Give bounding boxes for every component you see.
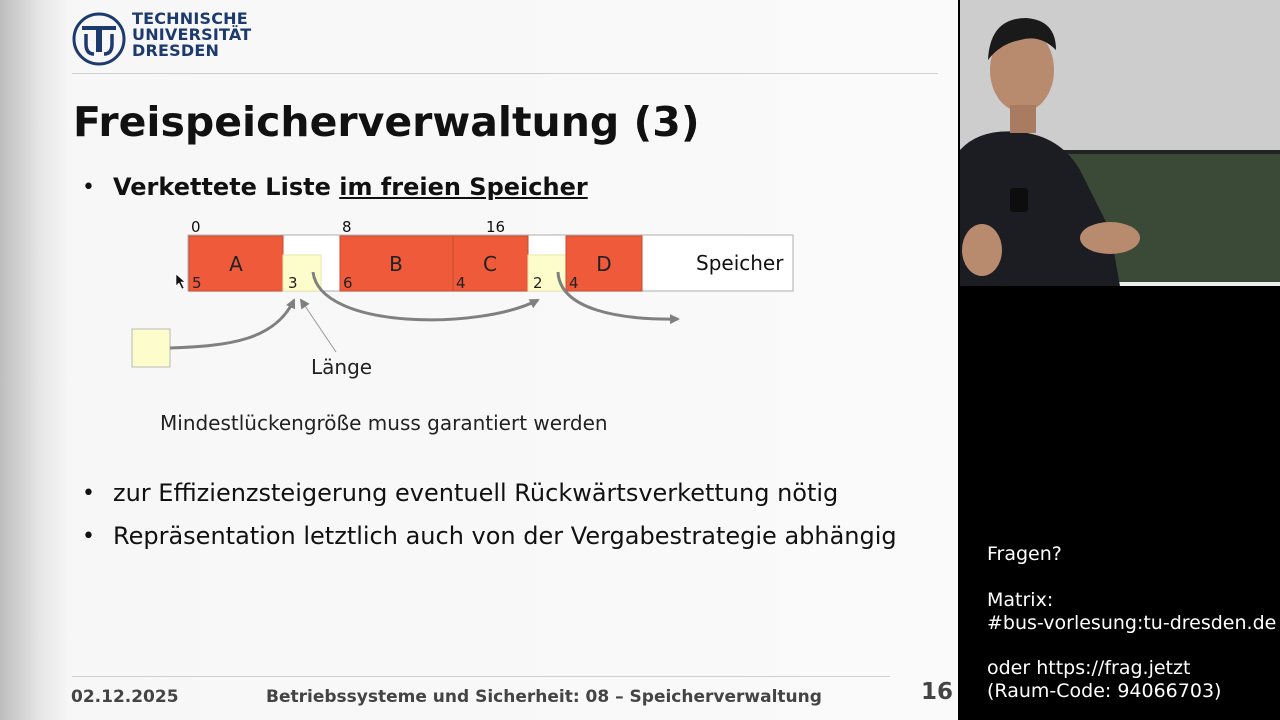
bullet-marker: • xyxy=(82,481,95,506)
sidebar-question: Fragen? xyxy=(987,543,1062,565)
sidebar-matrix-label: Matrix: xyxy=(987,589,1054,611)
free-block-1-size: 3 xyxy=(288,274,298,292)
speaker-camera-feed xyxy=(960,0,1280,286)
offset-16: 16 xyxy=(486,218,506,236)
offset-0: 0 xyxy=(191,218,201,236)
block-a-label: A xyxy=(229,252,243,276)
block-d-label: D xyxy=(596,252,612,276)
sidebar-alt-link: oder https://frag.jetzt xyxy=(987,657,1191,679)
bullet-2: zur Effizienzsteigerung eventuell Rückwärtsverkettung nötig xyxy=(113,479,839,507)
footer-divider xyxy=(72,676,890,677)
free-block-2-size: 2 xyxy=(533,274,543,292)
sidebar-matrix-room: #bus-vorlesung:tu-dresden.de xyxy=(987,612,1277,634)
block-d-size: 4 xyxy=(569,274,579,292)
block-c-label: C xyxy=(483,252,497,276)
page-number: 16 xyxy=(921,679,954,705)
list-head-box xyxy=(132,329,170,367)
bullet-marker: • xyxy=(82,175,95,200)
memory-label: Speicher xyxy=(696,251,784,275)
head-pointer-arrow xyxy=(170,300,294,348)
bullet-marker: • xyxy=(82,524,95,549)
length-label: Länge xyxy=(311,355,373,379)
speaker-video xyxy=(960,0,1280,286)
footer-course-title: Betriebssysteme und Sicherheit: 08 – Speicherverwaltung xyxy=(266,687,822,707)
diagram-note: Mindestlückengröße muss garantiert werden xyxy=(160,411,608,435)
logo-line-3: DRESDEN xyxy=(132,41,220,60)
bullet-1-text: Verkettete Liste xyxy=(113,173,340,201)
bullet-1-underlined: im freien Speicher xyxy=(339,173,588,201)
bullet-3: Repräsentation letztlich auch von der Vergabestrategie abhängig xyxy=(113,522,897,550)
block-c-size: 4 xyxy=(456,274,466,292)
offset-8: 8 xyxy=(342,218,352,236)
block-b-label: B xyxy=(389,252,403,276)
sidebar-room-code: (Raum-Code: 94066703) xyxy=(987,680,1222,702)
mouse-cursor-icon xyxy=(176,274,185,289)
slide-title: Freispeicherverwaltung (3) xyxy=(73,98,700,146)
block-b-size: 6 xyxy=(343,274,353,292)
length-pointer-line xyxy=(301,300,336,352)
footer-date: 02.12.2025 xyxy=(71,687,179,707)
block-a-size: 5 xyxy=(192,274,202,292)
logo-line-1: TECHNISCHE xyxy=(132,9,248,28)
logo-line-2: UNIVERSITÄT xyxy=(132,25,252,44)
